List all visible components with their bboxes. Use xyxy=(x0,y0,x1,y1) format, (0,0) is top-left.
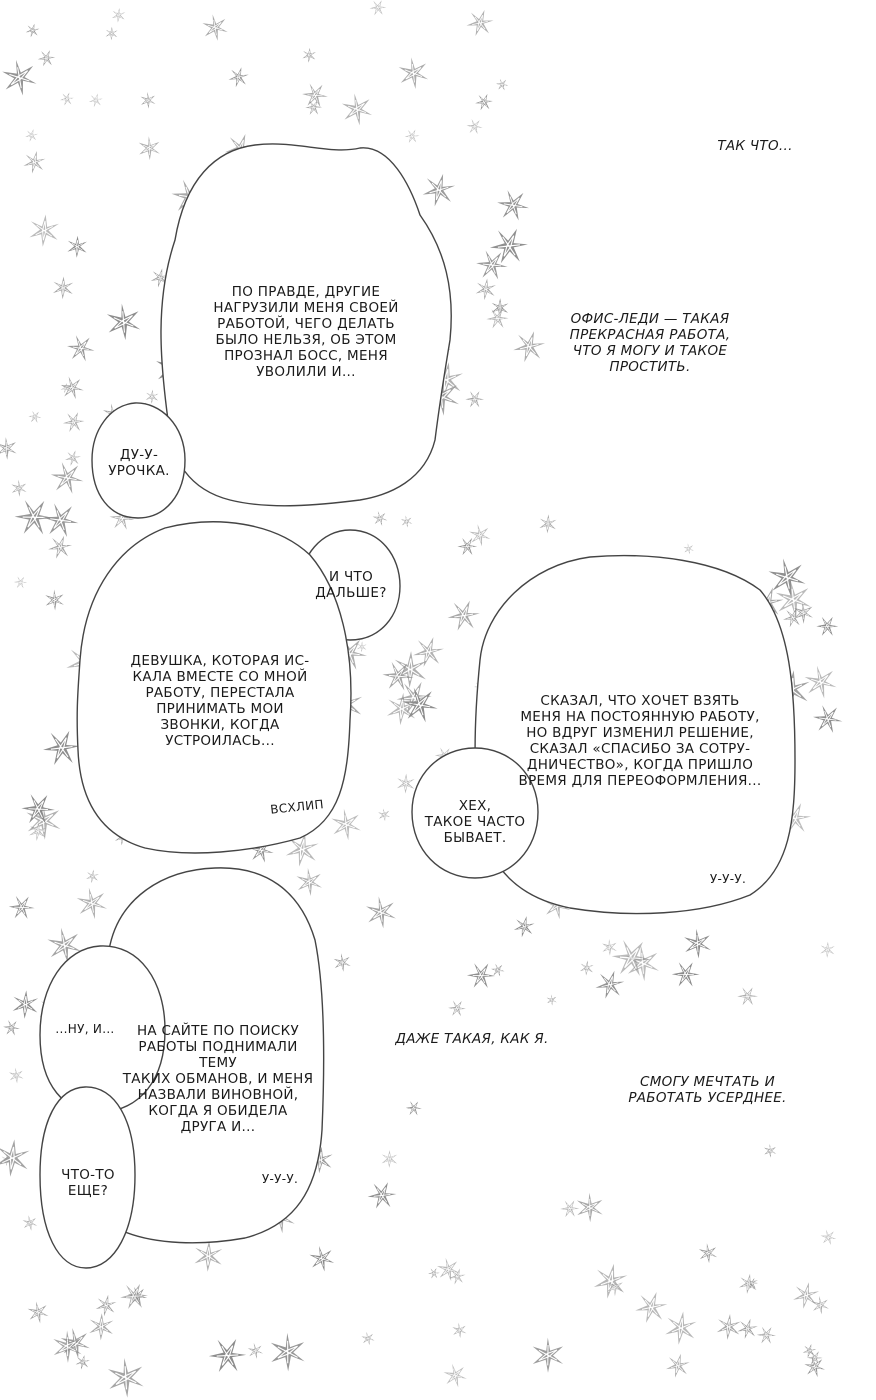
bubble-text-po-pravde: ПО ПРАВДЕ, ДРУГИЕ НАГРУЗИЛИ МЕНЯ СВОЕЙ РАБОТОЙ, ЧЕГО ДЕЛАТЬ БЫЛО НЕЛЬЗЯ, ОБ ЭТОМ ПРОЗНАЛ БОСС, МЕНЯ УВОЛИЛИ И... xyxy=(213,284,399,380)
narration-smogu: СМОГУ МЕЧТАТЬ И РАБОТАТЬ УСЕРДНЕЕ. xyxy=(628,1074,787,1106)
bubble-text-i-chto: И ЧТО ДАЛЬШЕ? xyxy=(315,569,387,601)
bubble-text-heh: ХЕХ, ТАКОЕ ЧАСТО БЫВАЕТ. xyxy=(424,798,526,846)
sfx-uuu-1: У-У-У. xyxy=(709,872,747,886)
narration-tak-chto: ТАК ЧТО... xyxy=(717,138,793,154)
bubble-text-devushka: ДЕВУШКА, КОТОРАЯ ИС- КАЛА ВМЕСТЕ СО МНОЙ РАБОТУ, ПЕРЕСТАЛА ПРИНИМАТЬ МОИ ЗВОНКИ, КОГДА УСТРОИЛАСЬ... xyxy=(130,653,310,749)
bubble-text-skazal: СКАЗАЛ, ЧТО ХОЧЕТ ВЗЯТЬ МЕНЯ НА ПОСТОЯННУЮ РАБОТУ, НО ВДРУГ ИЗМЕНИЛ РЕШЕНИЕ, СКАЗАЛ «СПАСИБО ЗА СОТРУ- ДНИЧЕСТВО», КОГДА ПРИШЛО ВРЕМЯ ДЛЯ ПЕРЕОФОРМЛЕНИЯ... xyxy=(518,693,762,789)
sfx-vshlip: ВСХЛИП xyxy=(269,797,325,817)
bubble-text-na-saite: НА САЙТЕ ПО ПОИСКУ РАБОТЫ ПОДНИМАЛИ ТЕМУ ТАКИХ ОБМАНОВ, И МЕНЯ НАЗВАЛИ ВИНОВНОЙ, КОГДА Я ОБИДЕЛА ДРУГА И... xyxy=(122,1023,314,1135)
narration-ofis-ledi: ОФИС-ЛЕДИ — ТАКАЯ ПРЕКРАСНАЯ РАБОТА, ЧТО Я МОГУ И ТАКОЕ ПРОСТИТЬ. xyxy=(569,311,731,375)
bubble-text-duurochka: ДУ-У- УРОЧКА. xyxy=(108,447,170,479)
bubble-text-chto-to: ЧТО-ТО ЕЩЕ? xyxy=(61,1167,115,1199)
sfx-uuu-2: У-У-У. xyxy=(261,1172,299,1186)
narration-dazhe-takaya: ДАЖЕ ТАКАЯ, КАК Я. xyxy=(395,1031,549,1047)
bubble-text-nu-i: ...НУ, И... xyxy=(55,1022,115,1036)
